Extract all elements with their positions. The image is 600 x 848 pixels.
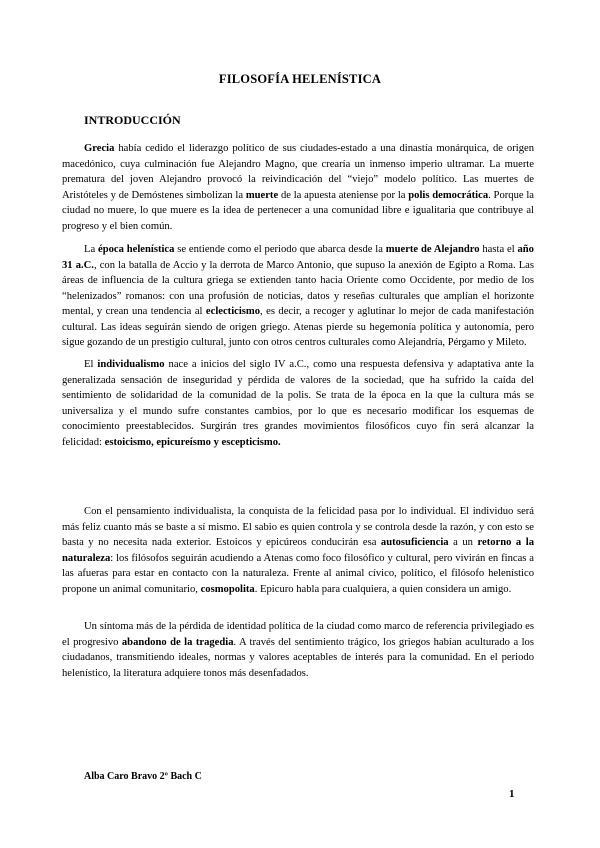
bold-term: retorno a la naturaleza bbox=[62, 537, 534, 564]
bold-term: año 31 a.C. bbox=[62, 244, 534, 271]
paragraph-text: Con el pensamiento individualista, la conquista de la felicidad pasa por lo individual. El individuo será más feliz cuanto más se baste a sí mismo. El sabio es quien controla y se controla desde la razón, y con esto se basta y no necesita nada exterior. Estoicos y epicúreos conducirán esa bbox=[62, 506, 534, 549]
paragraph-text: hasta el bbox=[479, 244, 518, 255]
paragraph-text: de la apuesta ateniense por la bbox=[278, 189, 409, 201]
paragraph-individualismo bbox=[62, 357, 534, 450]
bold-term: muerte bbox=[245, 189, 279, 201]
bold-term: estoicismo, epicureísmo y escepticismo. bbox=[104, 436, 281, 448]
bold-term: época helenística bbox=[98, 244, 175, 255]
document-title: FILOSOFÍA HELENÍSTICA bbox=[218, 72, 382, 86]
bold-term: muerte de Alejandro bbox=[385, 244, 480, 255]
paragraph-tragedia bbox=[62, 619, 534, 681]
paragraph-text: . Epicuro habla para cualquiera, a quien considera un amigo. bbox=[254, 583, 512, 595]
paragraph-text: nace a inicios del siglo IV a.C., como una respuesta defensiva y adaptativa ante la generalizada sensación de inseguridad y pérdida de valores de la sociedad, que ha sufrido la caída del sentimiento de solidaridad de la comunidad de la polis. Se trata de la época en la que la cultura más se universaliza y el mundo sufre constantes cambios, por lo que es necesario modificar los esquemas de conocimiento preestablecidos. Surgirán tres grandes movimientos filosóficos cuyo fin será alcanzar la felicidad: bbox=[62, 359, 534, 448]
bold-term: Grecia bbox=[84, 143, 115, 154]
bold-term: polis democrática bbox=[408, 189, 489, 201]
bold-term: autosuficiencia bbox=[380, 537, 449, 549]
page-number: 1 bbox=[509, 788, 515, 800]
paragraph-text: . A través del sentimiento trágico, los griegos habían aculturado a los ciudadanos, transmitiendo ideales, normas y valores aceptables de interés para la comunidad. En el periodo helenístico, la literatura adquiere tonos más desenfadados. bbox=[62, 636, 534, 679]
author-footer: Alba Caro Bravo 2º Bach C bbox=[84, 771, 202, 782]
bold-term: abandono de la tragedia bbox=[121, 636, 234, 648]
paragraph-epoca-helenistica bbox=[62, 242, 534, 351]
paragraph-text: se entiende como el periodo que abarca desde la bbox=[174, 244, 386, 255]
bold-term: cosmopolita bbox=[200, 583, 255, 595]
paragraph-pensamiento-individualista bbox=[62, 504, 534, 597]
paragraph-text: . Porque la ciudad no muere, lo que muere es la idea de pertenecer a una comunidad libre e igualitaria que contribuye al progreso y el bien común. bbox=[62, 189, 534, 232]
paragraph-text: , es decir, a recoger y aglutinar lo mejor de cada manifestación cultural. Las ideas seguirán siendo de origen griego. Atenas pierde su hegemonía política y autonomía, pero sigue gozando de un prestigio cultural, junto con otros centros culturales como Alejandría, Pérgamo y Mileto. bbox=[62, 306, 535, 349]
paragraph-grecia bbox=[62, 141, 534, 234]
paragraph-text: a un bbox=[448, 537, 478, 549]
paragraph-text: La bbox=[84, 244, 99, 255]
bold-term: eclecticismo bbox=[205, 306, 261, 318]
paragraph-text: , con la batalla de Accio y la derrota de Marco Antonio, que supuso la anexión de Egipto a Roma. Las áreas de influencia de la cultura griega se extienden tanto hacia Oriente como Occidente, por medio de los “helenizados” romanos: con una profusión de noticias, datos y reseñas culturales que amplían el horizonte mental, y crean una tendencia al bbox=[62, 259, 534, 318]
paragraph-text: El bbox=[84, 359, 98, 370]
paragraph-text: : los filósofos seguirán acudiendo a Atenas como foco filosófico y cultural, pero vivirán en fincas a las afueras para estar en contacto con la naturaleza. Frente al animal cívico, político, el filósofo helenístico propone un animal comunitario, bbox=[62, 552, 534, 595]
bold-term: individualismo bbox=[97, 359, 165, 370]
section-heading: INTRODUCCIÓN bbox=[84, 113, 181, 127]
paragraph-text: Un síntoma más de la pérdida de identidad política de la ciudad como marco de referencia privilegiado es el progresivo bbox=[62, 621, 534, 648]
paragraph-text: había cedido el liderazgo político de sus ciudades-estado a una dinastía monárquica, de origen macedónico, cuya culminación fue Alejandro Magno, que crearía un inmenso imperio ultramar. La muerte prematura del joven Alejandro provocó la reivindicación del “viejo” modelo político. Las muertes de Aristóteles y de Demóstenes simbolizan la bbox=[62, 143, 534, 201]
